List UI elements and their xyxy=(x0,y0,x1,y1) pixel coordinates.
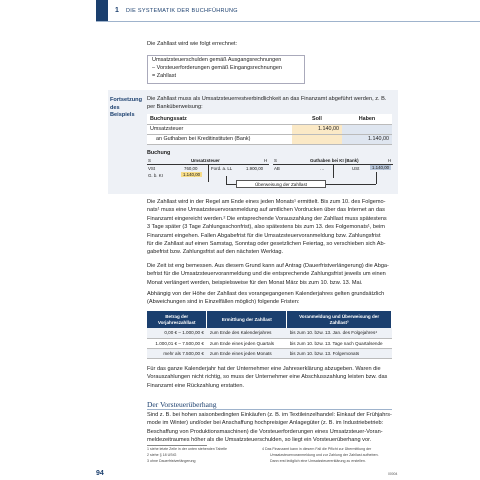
booking-table xyxy=(147,114,392,145)
table-row xyxy=(147,338,392,348)
chapter-number: 1 xyxy=(115,7,119,14)
table-cell: zum Ende eines jeden Quartals xyxy=(207,338,287,348)
table-cell: bis zum 10. bzw. 13. Jan. des Folgejahres⁴ xyxy=(287,328,392,338)
t-account-left-haben: H xyxy=(264,158,268,163)
text-line: Abhängig von der Höhe der Zahllast des vorangegangenen Kalenderjahres gelten grundsätzlich xyxy=(147,291,385,297)
footnote-3: 3 ohne Dauerfristverlängerung xyxy=(147,459,196,463)
text-line: meldezeitraumes höher als die Umsatzsteuerschulden, so liegt ein Vorsteuerüberhang vor. xyxy=(147,437,372,444)
text-line: Beschaffung von Produktionsmaschinen) die Vorsteuerforderungen eines Umsatzsteuer-Voran- xyxy=(147,428,383,435)
booking-col-label: Buchungssatz xyxy=(147,114,292,124)
transfer-connector-right xyxy=(376,172,377,184)
table-cell: mehr als 7.500,00 € xyxy=(147,348,207,358)
table-cell: 0,00 € – 1.000,00 € xyxy=(147,328,207,338)
paragraph-fristen-intro xyxy=(147,290,397,307)
text-line: für die Zahllast auf einen Samstag, Sonntag oder gesetzlichen Feiertag, so verschieben sich Ab- xyxy=(147,241,386,248)
fristen-header: Voranmeldung und Überweisung der Zahllast³ xyxy=(287,311,392,328)
calc-list-item: – Vorsteuerforderungen gemäß Eingangsrechnungen xyxy=(152,65,282,72)
page-number: 94 xyxy=(96,470,104,477)
booking-col-haben: Haben xyxy=(342,114,392,124)
text-line: Sind z. B. bei hohen saisonbedingten Einkäufen (z. B. im Textileinzelhandel: Einkauf der Frühjahrs- xyxy=(147,412,392,418)
table-cell: zum Ende des Kalenderjahres xyxy=(207,328,287,338)
header-divider xyxy=(96,21,480,22)
text-line: gabefrist bzw. Zahlungsfrist auf den nächsten Werktag. xyxy=(147,249,284,256)
example-label: Fortsetzung des Beispiels xyxy=(110,97,143,118)
chapter-title: DIE SYSTEMATIK DER BUCHFÜHRUNG xyxy=(126,8,238,14)
text-line: Die Zeit ist eng bemessen. Aus diesem Grund kann auf Antrag (Dauerfristverlängerung) die Abga- xyxy=(147,263,389,269)
t-account-left-r2-label: G. b. KI xyxy=(148,173,163,178)
t-account-right-haben: H xyxy=(388,158,392,163)
transfer-connector-h2 xyxy=(326,184,376,185)
t-account-left-vline xyxy=(208,164,209,182)
t-account-right-r1-contra: USt xyxy=(352,166,360,171)
t-account-right-soll: S xyxy=(274,158,277,163)
fristen-table xyxy=(147,311,392,359)
text-line: Finanzamt eine Rückzahlung erstatten. xyxy=(147,382,245,389)
footnote-4-cont: Umsatzsteuervoranmeldung und zur Zahlung der Zahllast aufheben. xyxy=(270,453,379,457)
example-line-2: per Banküberweisung: xyxy=(147,104,203,110)
buchung-label: Buchung xyxy=(147,150,171,156)
t-account-left-r1-label: VSt xyxy=(148,166,156,171)
text-line: 3 Tage später (3 Tage Zahlungsschonfrist), also spätestens bis zum 13. des Folgemonats¹, beim xyxy=(147,224,385,231)
paragraph-zahllast-timing xyxy=(147,198,397,257)
table-cell: bis zum 10. bzw. 13. Folgemonats xyxy=(287,348,392,358)
booking-row-soll: 1.140,00 xyxy=(292,124,342,134)
table-row xyxy=(147,328,392,338)
t-account-left-r1-value: 760,00 xyxy=(184,166,198,171)
t-account-left-r2-value: 1.140,00 xyxy=(183,172,201,177)
footnote-1: 1 siehe letzte Zeile in der unten stehenden Tabelle xyxy=(147,447,228,451)
t-account-right-r1-label: AB xyxy=(274,166,280,171)
footnote-divider xyxy=(147,445,207,446)
text-line: Finanzamt eingereicht werden.² Die entsprechende Vorauszahlung der Zahllast muss spätestens xyxy=(147,215,387,222)
table-cell: bis zum 10. bzw. 13. Tage nach Quartalsende xyxy=(287,338,392,348)
text-line: Monat verlängert werden, beispielsweise für den Monat März bis zum 10. bzw. 13. Mai. xyxy=(147,279,363,286)
table-cell: 1.000,01 € – 7.500,00 € xyxy=(147,338,207,348)
chapter-tab xyxy=(96,0,108,21)
t-account-right-r1-contra-value: 1.140,00 xyxy=(372,165,390,170)
booking-row-text: an Guthaben bei Kreditinstituten (Bank) xyxy=(147,134,292,144)
text-line: mode im Winter) und/oder bei Anschaffung hochpreisiger Anlagegüter (z. B. im Industriebetrieb: xyxy=(147,420,384,427)
text-line: Vorauszahlungen nicht richtig, so muss der Unternehmer eine Abschlusszahlung leisten bzw. das xyxy=(147,374,388,381)
transfer-label: Überweisung der Zahllast xyxy=(236,180,326,188)
t-account-left-title: Umsatzsteuer xyxy=(191,158,220,163)
transfer-connector-h1 xyxy=(226,184,236,185)
t-account-left-soll: S xyxy=(148,158,151,163)
booking-row-haben xyxy=(342,124,392,134)
footnote-4-cont: Dann erst lediglich eine Umsatzsteuererklärung zu erstellen. xyxy=(270,459,366,463)
section-divider xyxy=(147,409,392,410)
fristen-header: Ermittlung der Zahllast xyxy=(207,311,287,328)
paragraph-jahreserklaerung xyxy=(147,365,397,390)
booking-col-soll: Soll xyxy=(292,114,342,124)
booking-row-haben: 1.140,00 xyxy=(342,134,392,144)
fristen-header: Betrag der Vorjahreszahllast xyxy=(147,311,207,328)
text-line: Finanzamt eingehen. Fallen Abgabefrist für die Umsatzsteuervoranmeldung bzw. Zahlungsfrist xyxy=(147,232,381,239)
paragraph-vorsteuerueberhang xyxy=(147,411,397,445)
text-line: (Abweichungen sind in Einzelfällen möglich) folgende Fristen: xyxy=(147,299,300,306)
t-account-left-r1-contra-value: 1.900,00 xyxy=(246,166,264,171)
text-line: Die Zahllast wird in der Regel am Ende eines jeden Monats¹ ermittelt. Bis zum 10. des Folgemo- xyxy=(147,199,386,205)
transfer-connector-left xyxy=(226,176,227,184)
booking-row-text: Umsatzsteuer xyxy=(147,124,292,134)
text-line: nats¹ muss eine Umsatzsteuervoranmeldung auf amtlichen Vordrucken über das Internet an das xyxy=(147,207,385,214)
table-row xyxy=(147,348,392,358)
t-account-right-vline xyxy=(333,164,334,178)
paragraph-dauerfrist xyxy=(147,262,397,287)
text-line: Für das ganze Kalenderjahr hat der Unternehmer eine Jahreserklärung abzugeben. Waren die xyxy=(147,366,381,372)
t-account-right-r1-value: … xyxy=(320,166,325,171)
table-cell: zum Ende eines jeden Monats xyxy=(207,348,287,358)
intro-text: Die Zahllast wird wie folgt errechnet: xyxy=(147,41,238,47)
t-account-left-r1-contra: Ford. a. LL xyxy=(211,166,233,171)
calc-list xyxy=(147,55,305,84)
footnote-4: 4 Das Finanzamt kann in diesem Fall die Pflicht zur Übermittlung der xyxy=(262,447,372,451)
booking-row-soll xyxy=(292,134,342,144)
section-title: Der Vorsteuerüberhang xyxy=(147,400,217,409)
text-line: befrist für die Umsatzsteuervoranmeldung und die entsprechende Zahlungsfrist jeweils um einen xyxy=(147,271,386,278)
calc-list-item: = Zahllast xyxy=(152,73,176,80)
calc-list-item: Umsatzsteuerschulden gemäß Ausgangsrechnungen xyxy=(152,57,282,63)
page-code: 00004 xyxy=(388,472,398,476)
example-line-1: Die Zahllast muss als Umsatzsteuerrestverbindlichkeit an das Finanzamt abgeführt werden, z. B. xyxy=(147,96,387,102)
t-account-right-title: Guthaben bei KI (Bank) xyxy=(310,158,359,163)
footnote-2: 2 siehe § 18 UStG xyxy=(147,453,177,457)
